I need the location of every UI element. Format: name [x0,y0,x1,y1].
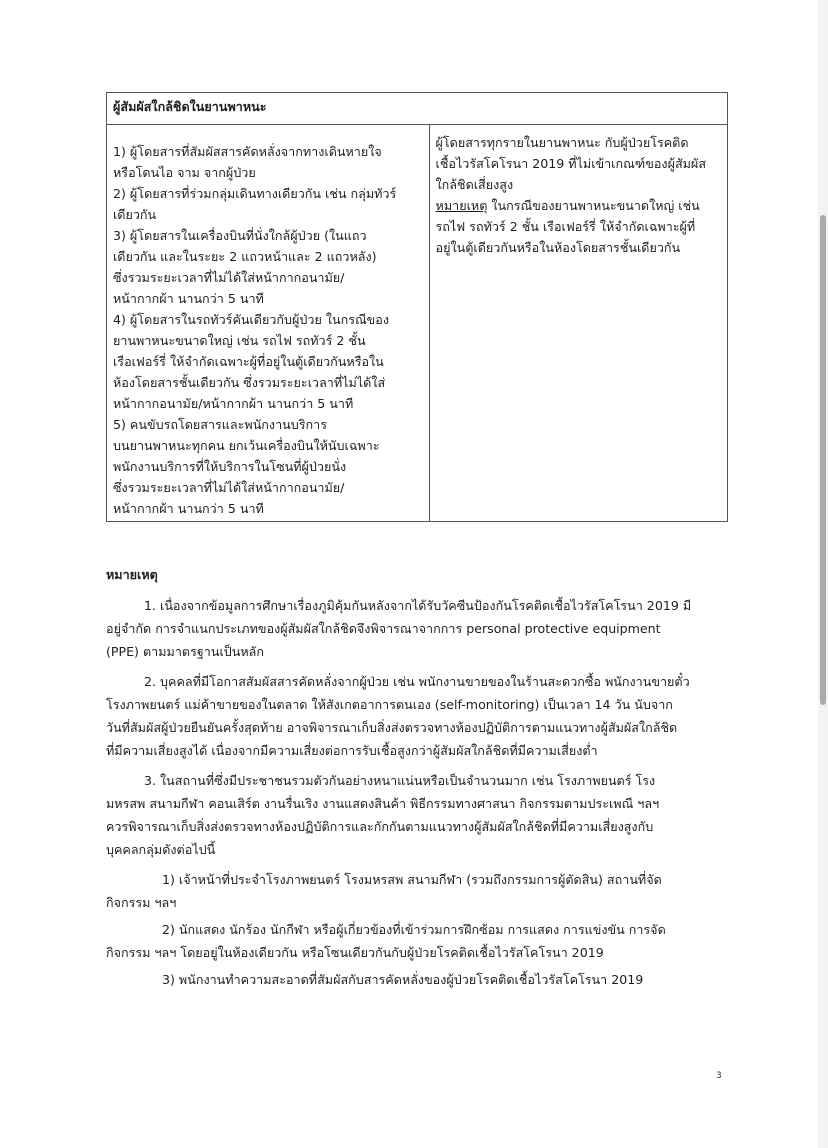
scrollbar-thumb[interactable] [820,215,826,705]
note-line: 1. เนื่องจากข้อมูลการศึกษาเรื่องภูมิคุ้มกันหลังจากได้รับวัคซีนป้องกันโรคติดเชื้อไวรัสโคโรนา 2019 มี [144,598,692,613]
low-risk-line: เชื้อไวรัสโคโรนา 2019 ที่ไม่เข้าเกณฑ์ของผู้สัมผัส [435,156,707,171]
low-risk-line: ผู้โดยสารทุกรายในยานพาหนะ กับผู้ป่วยโรคติด [435,135,689,150]
note-paragraph-2 [106,670,728,762]
criteria-line: 2) ผู้โดยสารที่ร่วมกลุ่มเดินทางเดียวกัน เช่น กลุ่มทัวร์ [113,186,397,201]
criteria-line: บนยานพาหนะทุกคน ยกเว้นเครื่องบินให้นับเฉพาะ [113,438,380,453]
note-line: 2. บุคคลที่มีโอกาสสัมผัสสารคัดหลั่งจากผู้ป่วย เช่น พนักงานขายของในร้านสะดวกซื้อ พนักงานขายตั๋ว [144,674,690,689]
note-line: 2) นักแสดง นักร้อง นักกีฬา หรือผู้เกี่ยวข้องที่เข้าร่วมการฝึกซ้อม การแสดง การแข่งขัน การจัด [162,922,666,937]
note-line: ที่มีความเสี่ยงสูงได้ เนื่องจากมีความเสี่ยงต่อการรับเชื้อสูงกว่าผู้สัมผัสใกล้ชิดที่มีความเสี่ยงต่ำ [106,743,598,758]
criteria-line: เดียวกัน [113,207,157,222]
criteria-line: หรือโดนไอ จาม จากผู้ป่วย [113,165,256,180]
note-subitem-2 [106,918,728,964]
note-line: วันที่สัมผัสผู้ป่วยยืนยันครั้งสุดท้าย อาจพิจารณาเก็บสิ่งส่งตรวจทางห้องปฏิบัติการตามแนวทางผู้สัมผัสใกล้ชิด [106,720,678,735]
right-note-line: อยู่ในตู้เดียวกันหรือในห้องโดยสารชั้นเดียวกัน [435,240,681,255]
note-line: กิจกรรม ฯลฯ โดยอยู่ในห้องเดียวกัน หรือโซนเดียวกันกับผู้ป่วยโรคติดเชื้อไวรัสโคโรนา 2019 [106,945,604,960]
criteria-line: พนักงานบริการที่ให้บริการในโซนที่ผู้ป่วยนั่ง [113,459,347,474]
note-subitem-3 [106,968,728,991]
note-paragraph-3 [106,769,728,861]
note-line: โรงภาพยนตร์ แม่ค้าขายของในตลาด ให้สังเกตอาการตนเอง (self-monitoring) เป็นเวลา 14 วัน นับจาก [106,697,673,712]
note-line: (PPE) ตามมาตรฐานเป็นหลัก [106,644,265,659]
criteria-line: 4) ผู้โดยสารในรถทัวร์คันเดียวกับผู้ป่วย ในกรณีของ [113,312,390,327]
table-header: ผู้สัมผัสใกล้ชิดในยานพาหนะ [107,93,728,125]
note-subitem-1 [106,868,728,914]
criteria-line: เรือเฟอร์รี่ ให้จำกัดเฉพาะผู้ที่อยู่ในตู้เดียวกันหรือใน [113,354,384,369]
notes-title: หมายเหตุ [106,567,158,582]
criteria-line: 1) ผู้โดยสารที่สัมผัสสารคัดหลั่งจากทางเดินหายใจ [113,144,382,159]
note-line: 3. ในสถานที่ซึ่งมีประชาชนรวมตัวกันอย่างหนาแน่นหรือเป็นจำนวนมาก เช่น โรงภาพยนตร์ โรง [144,773,656,788]
right-note-line: รถไฟ รถทัวร์ 2 ชั้น เรือเฟอร์รี่ ให้จำกัดเฉพาะผู้ที่ [435,219,696,234]
note-line: 3) พนักงานทำความสะอาดที่สัมผัสกับสารคัดหลั่งของผู้ป่วยโรคติดเชื้อไวรัสโคโรนา 2019 [162,972,644,987]
right-note-line [436,195,721,216]
note-line: มหรสพ สนามกีฬา คอนเสิร์ต งานรื่นเริง งานแสดงสินค้า พิธีกรรมทางศาสนา กิจกรรมตามประเพณี ฯลฯ [106,796,660,811]
low-risk-contact-cell [429,125,727,522]
scrollbar[interactable] [818,0,828,1148]
criteria-line: ซึ่งรวมระยะเวลาที่ไม่ได้ใส่หน้ากากอนามัย/ [113,270,345,285]
criteria-line: 3) ผู้โดยสารในเครื่องบินที่นั่งใกล้ผู้ป่วย (ในแถว [113,228,367,243]
criteria-line: หน้ากากผ้า นานกว่า 5 นาที [113,291,264,306]
notes-section [106,566,728,995]
low-risk-line: ใกล้ชิดเสี่ยงสูง [435,177,514,192]
note-line: ควรพิจารณาเก็บสิ่งส่งตรวจทางห้องปฏิบัติการและกักกันตามแนวทางผู้สัมผัสใกล้ชิดที่มีความเสี่ยงสูงกับ [106,819,654,834]
criteria-line: ซึ่งรวมระยะเวลาที่ไม่ได้ใส่หน้ากากอนามัย/ [113,480,345,495]
close-contact-criteria-cell [107,125,430,522]
criteria-line: เดียวกัน และในระยะ 2 แถวหน้าและ 2 แถวหลัง) [113,249,377,264]
note-line: บุคคลกลุ่มดังต่อไปนี้ [106,842,216,857]
criteria-line: ห้องโดยสารชั้นเดียวกัน ซึ่งรวมระยะเวลาที่ไม่ได้ใส่ [113,375,386,390]
right-note-text: ในกรณีของยานพาหนะขนาดใหญ่ เช่น [487,198,700,213]
page-number: 3 [716,1071,722,1081]
note-line: 1) เจ้าหน้าที่ประจำโรงภาพยนตร์ โรงมหรสพ สนามกีฬา (รวมถึงกรรมการผู้ตัดสิน) สถานที่จัด [162,872,662,887]
note-line: อยู่จำกัด การจำแนกประเภทของผู้สัมผัสใกล้ชิดจึงพิจารณาจากการ personal protective equipment [106,621,661,636]
criteria-line: หน้ากากอนามัย/หน้ากากผ้า นานกว่า 5 นาที [113,396,354,411]
close-contact-table [106,92,728,522]
criteria-line: หน้ากากผ้า นานกว่า 5 นาที [113,501,264,516]
note-line: กิจกรรม ฯลฯ [106,895,177,910]
right-note-label: หมายเหตุ [435,198,488,213]
criteria-line: 5) คนขับรถโดยสารและพนักงานบริการ [113,417,327,432]
note-paragraph-1 [106,594,728,663]
criteria-line: ยานพาหนะขนาดใหญ่ เช่น รถไฟ รถทัวร์ 2 ชั้น [113,333,366,348]
